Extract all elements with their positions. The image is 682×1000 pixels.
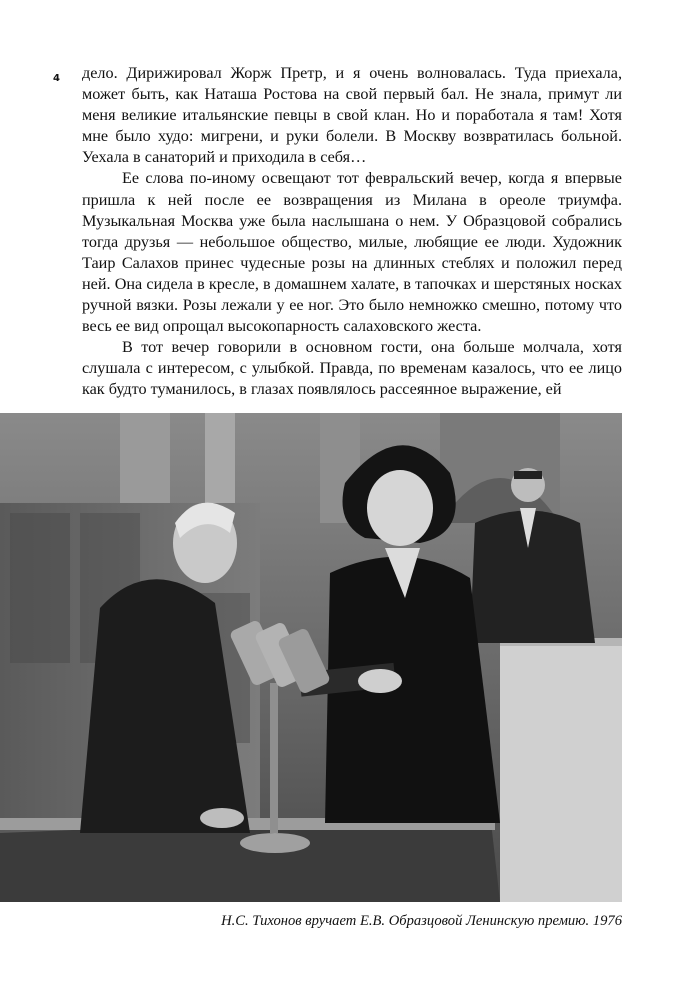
body-text (82, 63, 622, 401)
award-ceremony-photo (0, 413, 622, 902)
photo-caption: Н.С. Тихонов вручает Е.В. Образцовой Ленинскую премию. 1976 (221, 913, 622, 929)
page-number: 4 (53, 73, 60, 84)
paragraph-1: дело. Дирижировал Жорж Претр, и я очень волновалась. Туда приехала, может быть, как Наташа Ростова на свой первый бал. Не знала, примут ли меня великие итальянские певцы в свой клан. Но и поработала я там! Хотя мне было худо: мигрени, и руки болели. В Москву возвратилась больной. Уехала в санаторий и приходила в себя… (82, 64, 622, 167)
paragraph-3: В тот вечер говорили в основном гости, она больше молчала, хотя слушала с интересом, с улыбкой. Правда, по временам казалось, что ее лицо как будто туманилось, в глазах появлялось рассеянное выражение, ей (82, 338, 622, 399)
paragraph-2: Ее слова по-иному освещают тот февральский вечер, когда я впервые пришла к ней после ее возвращения из Милана в ореоле триумфа. Музыкальная Москва уже была наслышана о нем. У Образцовой собрались тогда друзья — небольшое общество, милые, любящие ее люди. Художник Таир Салахов принес чудесные розы на длинных стеблях и положил перед ней. Она сидела в кресле, в домашнем халате, в тапочках и шерстяных носках ручной вязки. Розы лежали у ее ног. Это было немножко смешно, потому что весь ее вид опрощал высокопарность салаховского жеста. (82, 169, 622, 336)
photo-illustration (0, 413, 622, 902)
